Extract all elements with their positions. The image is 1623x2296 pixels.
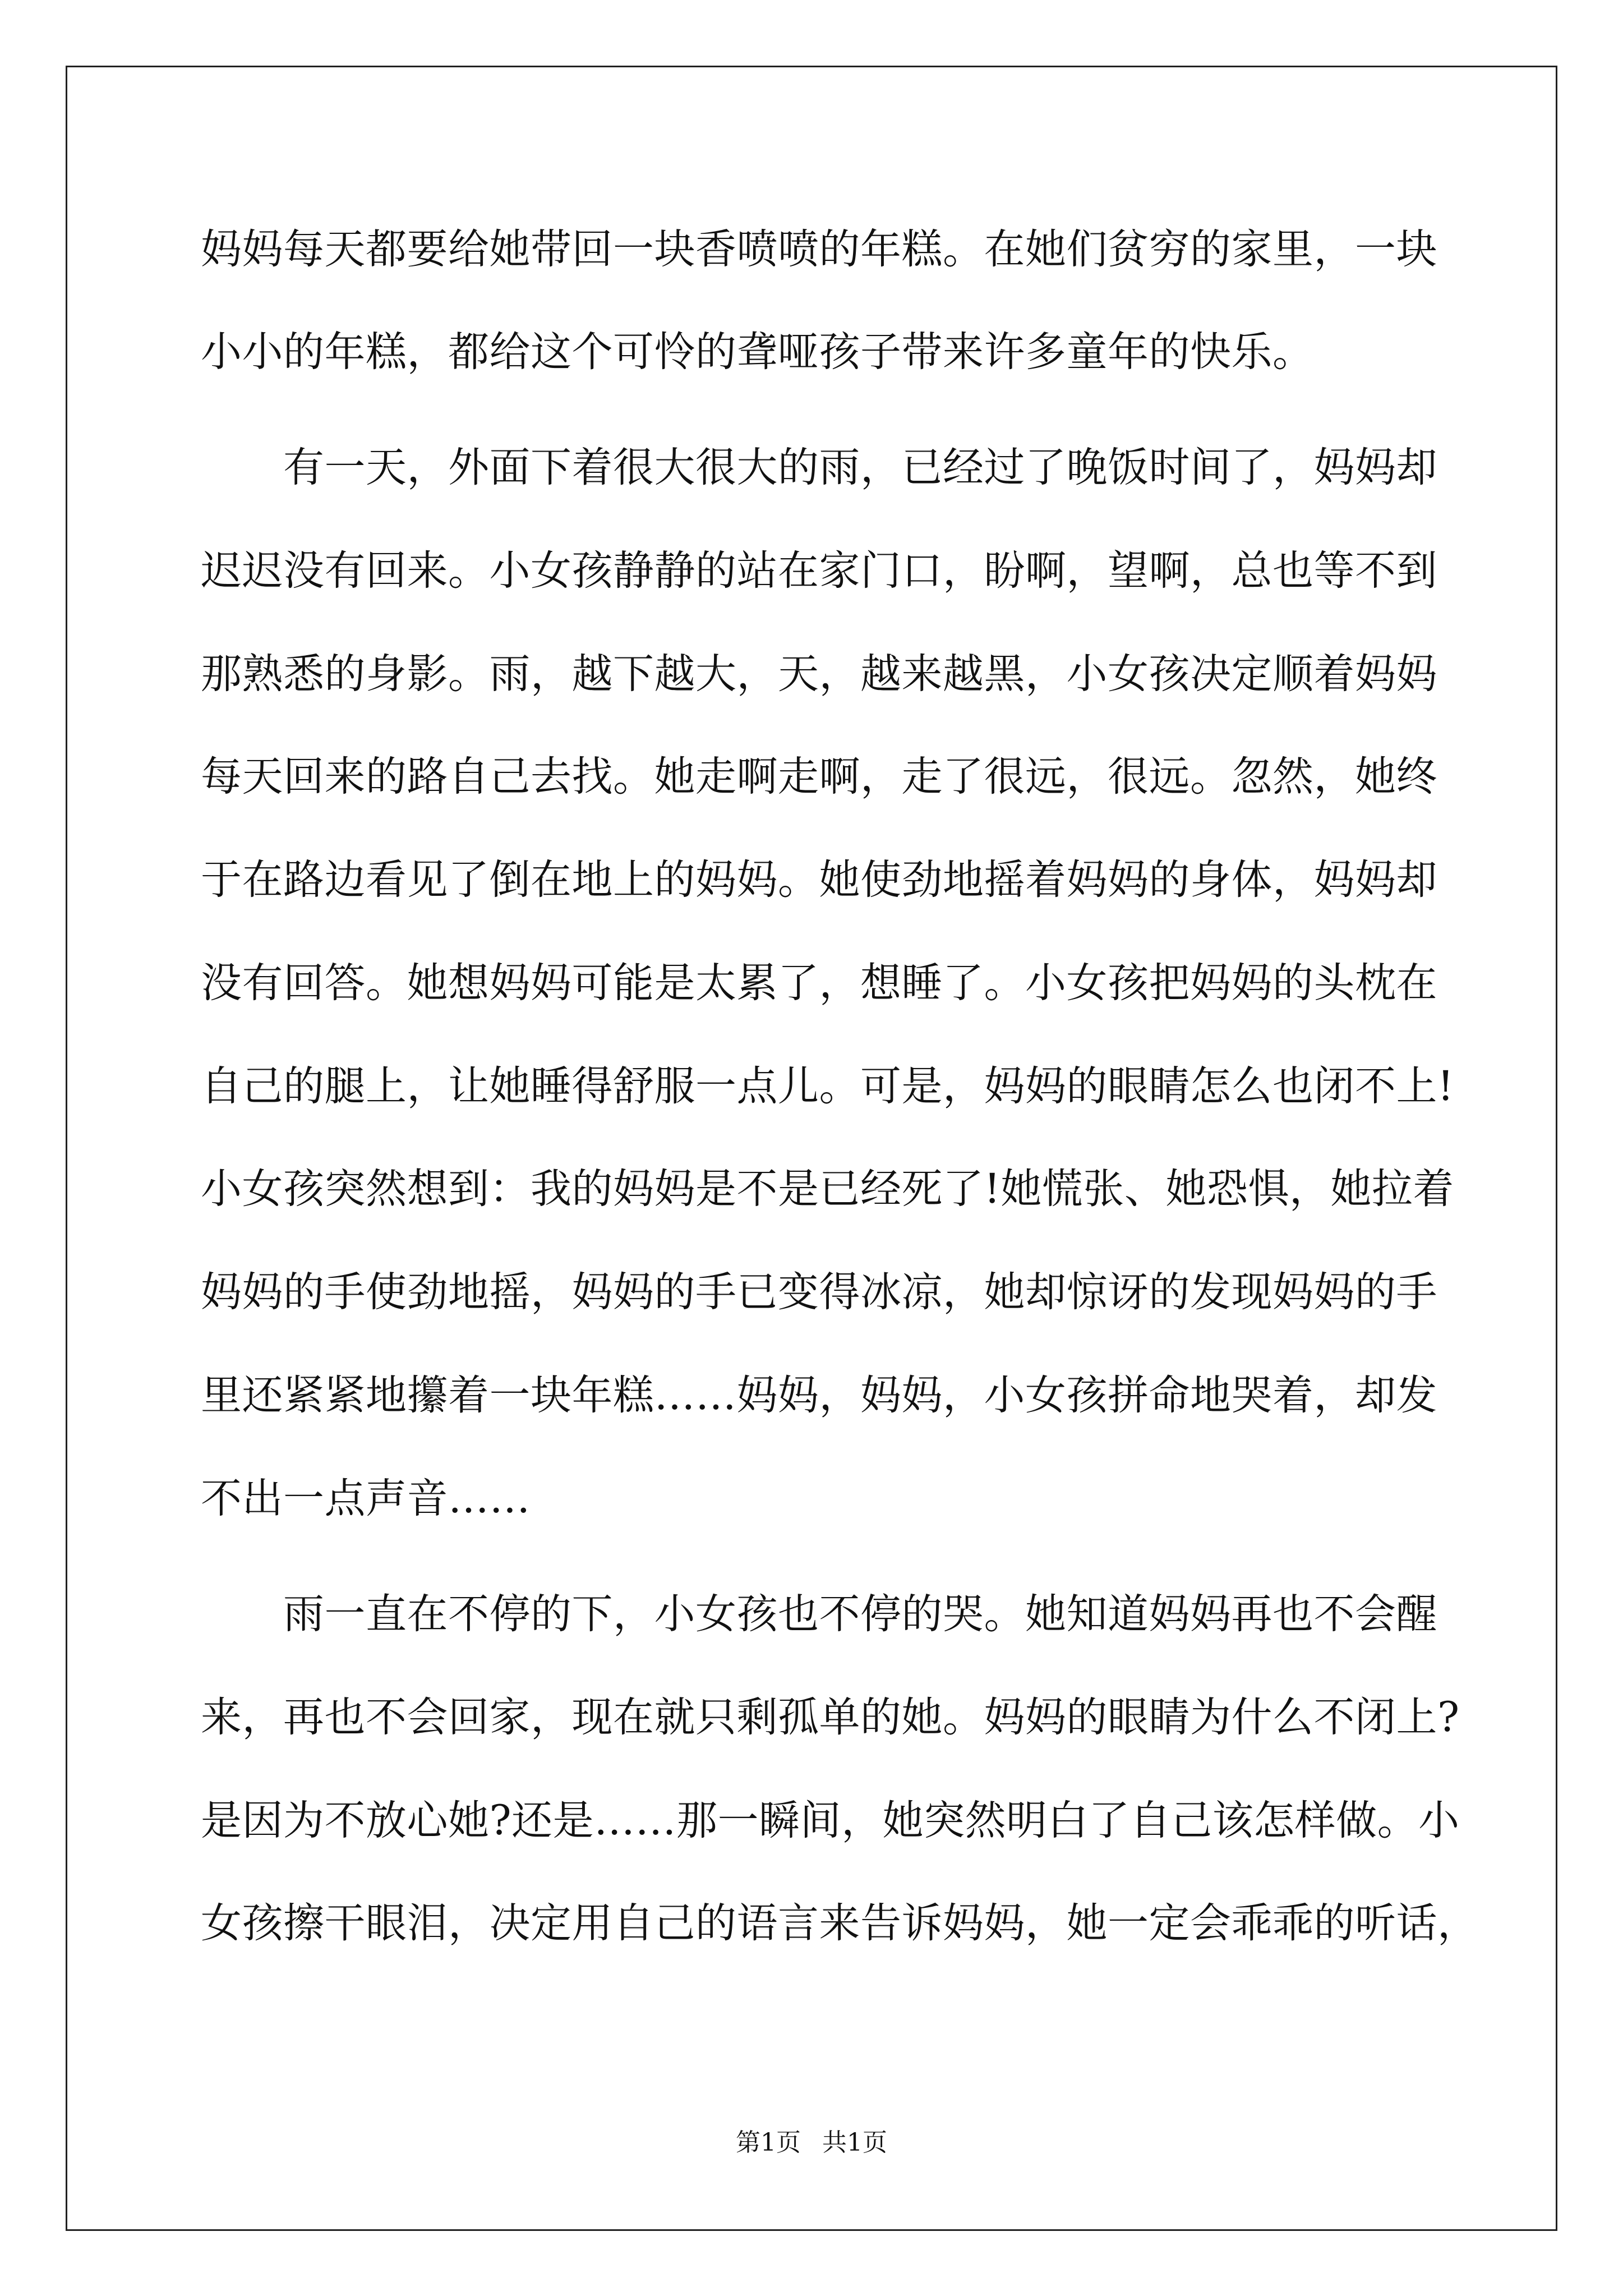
page-total: 共1页: [822, 2128, 887, 2157]
text-line: 妈妈每天都要给她带回一块香喷喷的年糕。在她们贫穷的家里，一块: [201, 226, 1437, 273]
text-line: 女孩擦干眼泪，决定用自己的语言来告诉妈妈，她一定会乖乖的听话，: [201, 1899, 1479, 1947]
text-line: 每天回来的路自己去找。她走啊走啊，走了很远，很远。忽然，她终: [201, 753, 1437, 800]
text-line: 里还紧紧地攥着一块年糕……妈妈，妈妈，小女孩拼命地哭着，却发: [201, 1372, 1437, 1419]
text-line: 是因为不放心她?还是……那一瞬间，她突然明白了自己该怎样做。小: [201, 1797, 1460, 1844]
text-line: 来，再也不会回家，现在就只剩孤单的她。妈妈的眼睛为什么不闭上?: [201, 1694, 1460, 1741]
text-line: 小女孩突然想到：我的妈妈是不是已经死了!她慌张、她恐惧，她拉着: [201, 1165, 1454, 1213]
text-line: 小小的年糕，都给这个可怜的聋哑孩子带来许多童年的快乐。: [201, 328, 1314, 376]
text-line: 雨一直在不停的下，小女孩也不停的哭。她知道妈妈再也不会醒: [201, 1590, 1437, 1638]
text-line: 迟迟没有回来。小女孩静静的站在家门口，盼啊，望啊，总也等不到: [201, 547, 1437, 595]
text-line: 那熟悉的身影。雨，越下越大，天，越来越黑，小女孩决定顺着妈妈: [201, 650, 1437, 698]
text-line: 不出一点声音……: [201, 1475, 531, 1522]
page-footer: [0, 2126, 1623, 2160]
text-line: 妈妈的手使劲地摇，妈妈的手已变得冰凉，她却惊讶的发现妈妈的手: [201, 1268, 1437, 1316]
text-line: 于在路边看见了倒在地上的妈妈。她使劲地摇着妈妈的身体，妈妈却: [201, 856, 1437, 904]
page-number: 第1页: [736, 2128, 801, 2157]
text-line: 自己的腿上，让她睡得舒服一点儿。可是，妈妈的眼睛怎么也闭不上!: [201, 1062, 1454, 1110]
text-line: 有一天，外面下着很大很大的雨，已经过了晚饭时间了，妈妈却: [201, 444, 1437, 491]
text-line: 没有回答。她想妈妈可能是太累了，想睡了。小女孩把妈妈的头枕在: [201, 959, 1437, 1007]
